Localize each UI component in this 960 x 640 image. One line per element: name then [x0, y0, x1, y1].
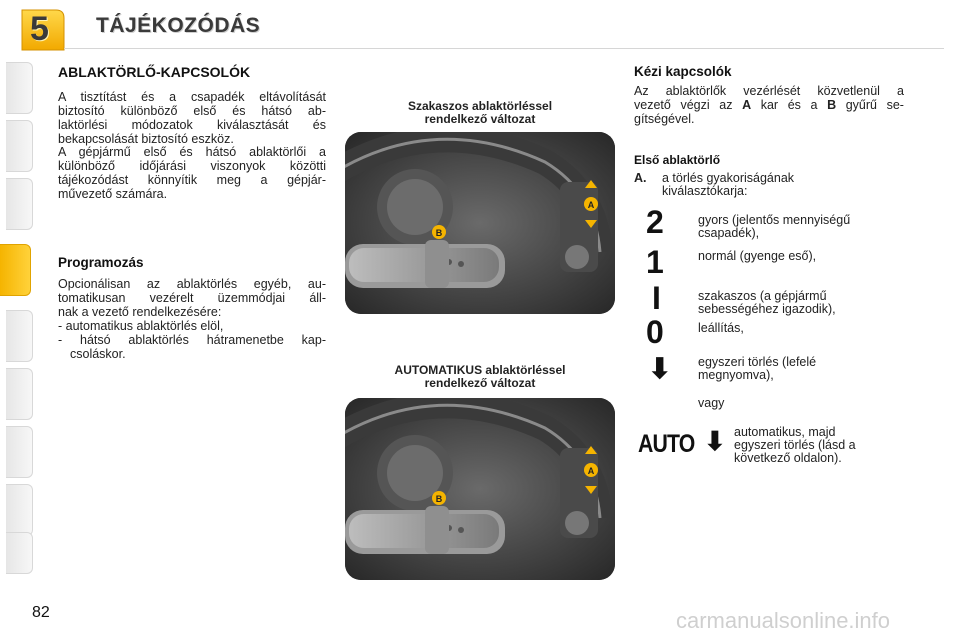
symbol-speed-1: 1	[646, 244, 664, 280]
chapter-badge	[16, 6, 68, 54]
item-text: egyszeri törlés (lefelé megnyomva),	[698, 355, 817, 382]
item-text: leállítás,	[698, 321, 744, 335]
symbol-speed-2: 2	[646, 204, 664, 240]
auto-symbol: AUTO	[638, 430, 695, 458]
photo-caption: Szakaszos ablaktörléssel rendelkező változat	[407, 99, 553, 126]
page-number: 82	[32, 604, 50, 621]
wiper-stalk-photo-intermittent	[345, 132, 615, 314]
intro-paragraph: A tisztítást és a csapadék eltávolítását biztosító különböző első és hátsó ab- laktörlési módozatok kiválasztását és bekapcsolását biztosító eszköz.	[58, 90, 326, 146]
bullet-item-continuation: csoláskor.	[70, 347, 126, 361]
front-wiper-title: Első ablaktörlő	[634, 153, 721, 167]
a-label: A.	[634, 171, 647, 185]
or-text: vagy	[698, 396, 725, 410]
chapter-tab[interactable]	[6, 368, 33, 420]
chapter-tab[interactable]	[6, 484, 33, 536]
down-arrow-icon: ⬇	[704, 426, 726, 456]
chapter-tab[interactable]	[6, 426, 33, 478]
section-title: ABLAKTÖRLŐ-KAPCSOLÓK	[58, 64, 251, 80]
header-divider	[64, 48, 944, 49]
symbol-off-0: 0	[646, 314, 664, 350]
chapter-tab[interactable]	[6, 120, 33, 172]
symbol-intermittent: I	[652, 280, 661, 316]
second-paragraph: A gépjármű első és hátsó ablaktörlői a különböző időjárási viszonyok közötti tájékozódást könnyítik meg a gépjár- művezető számára.	[58, 145, 326, 201]
chapter-tab[interactable]	[6, 310, 33, 362]
bullet-item: - hátsó ablaktörlés hátramenetbe kap-	[58, 333, 326, 347]
photo-caption: AUTOMATIKUS ablaktörléssel rendelkező változat	[394, 363, 566, 390]
svg-text:B: B	[435, 228, 443, 238]
auto-description: automatikus, majd egyszeri törlés (lásd a következő oldalon).	[734, 425, 856, 465]
item-text: szakaszos (a gépjármű sebességéhez igazodik),	[698, 289, 836, 316]
item-text: gyors (jelentős mennyiségű csapadék),	[698, 213, 851, 240]
chapter-tab[interactable]	[6, 532, 33, 574]
programming-paragraph: Opcionálisan az ablaktörlés egyéb, au- tomatikusan vezérelt üzemmódjai áll- nak a vezető rendelkezésére:	[58, 277, 326, 319]
programming-title: Programozás	[58, 255, 144, 270]
svg-text:A: A	[587, 200, 595, 210]
chapter-tabs	[0, 62, 34, 574]
wiper-stalk-photo-automatic	[345, 398, 615, 580]
manual-controls-title: Kézi kapcsolók	[634, 64, 732, 79]
svg-text:A: A	[587, 466, 595, 476]
a-description: a törlés gyakoriságának kiválasztókarja:	[662, 171, 795, 198]
item-text: normál (gyenge eső),	[698, 249, 817, 263]
chapter-number: 5	[30, 10, 49, 48]
chapter-tab-active[interactable]	[0, 244, 31, 296]
watermark: carmanualsonline.info	[676, 608, 891, 633]
chapter-tab[interactable]	[6, 178, 33, 230]
chapter-tab[interactable]	[6, 62, 33, 114]
manual-controls-paragraph: Az ablaktörlők vezérlését közvetlenül a vezető végzi az A kar és a B gyűrű se- gítségével.	[634, 84, 904, 126]
chapter-title: TÁJÉKOZÓDÁS	[96, 14, 261, 37]
bullet-item: - automatikus ablaktörlés elöl,	[58, 319, 224, 333]
svg-text:B: B	[435, 494, 443, 504]
down-arrow-icon: ⬇	[648, 353, 672, 384]
